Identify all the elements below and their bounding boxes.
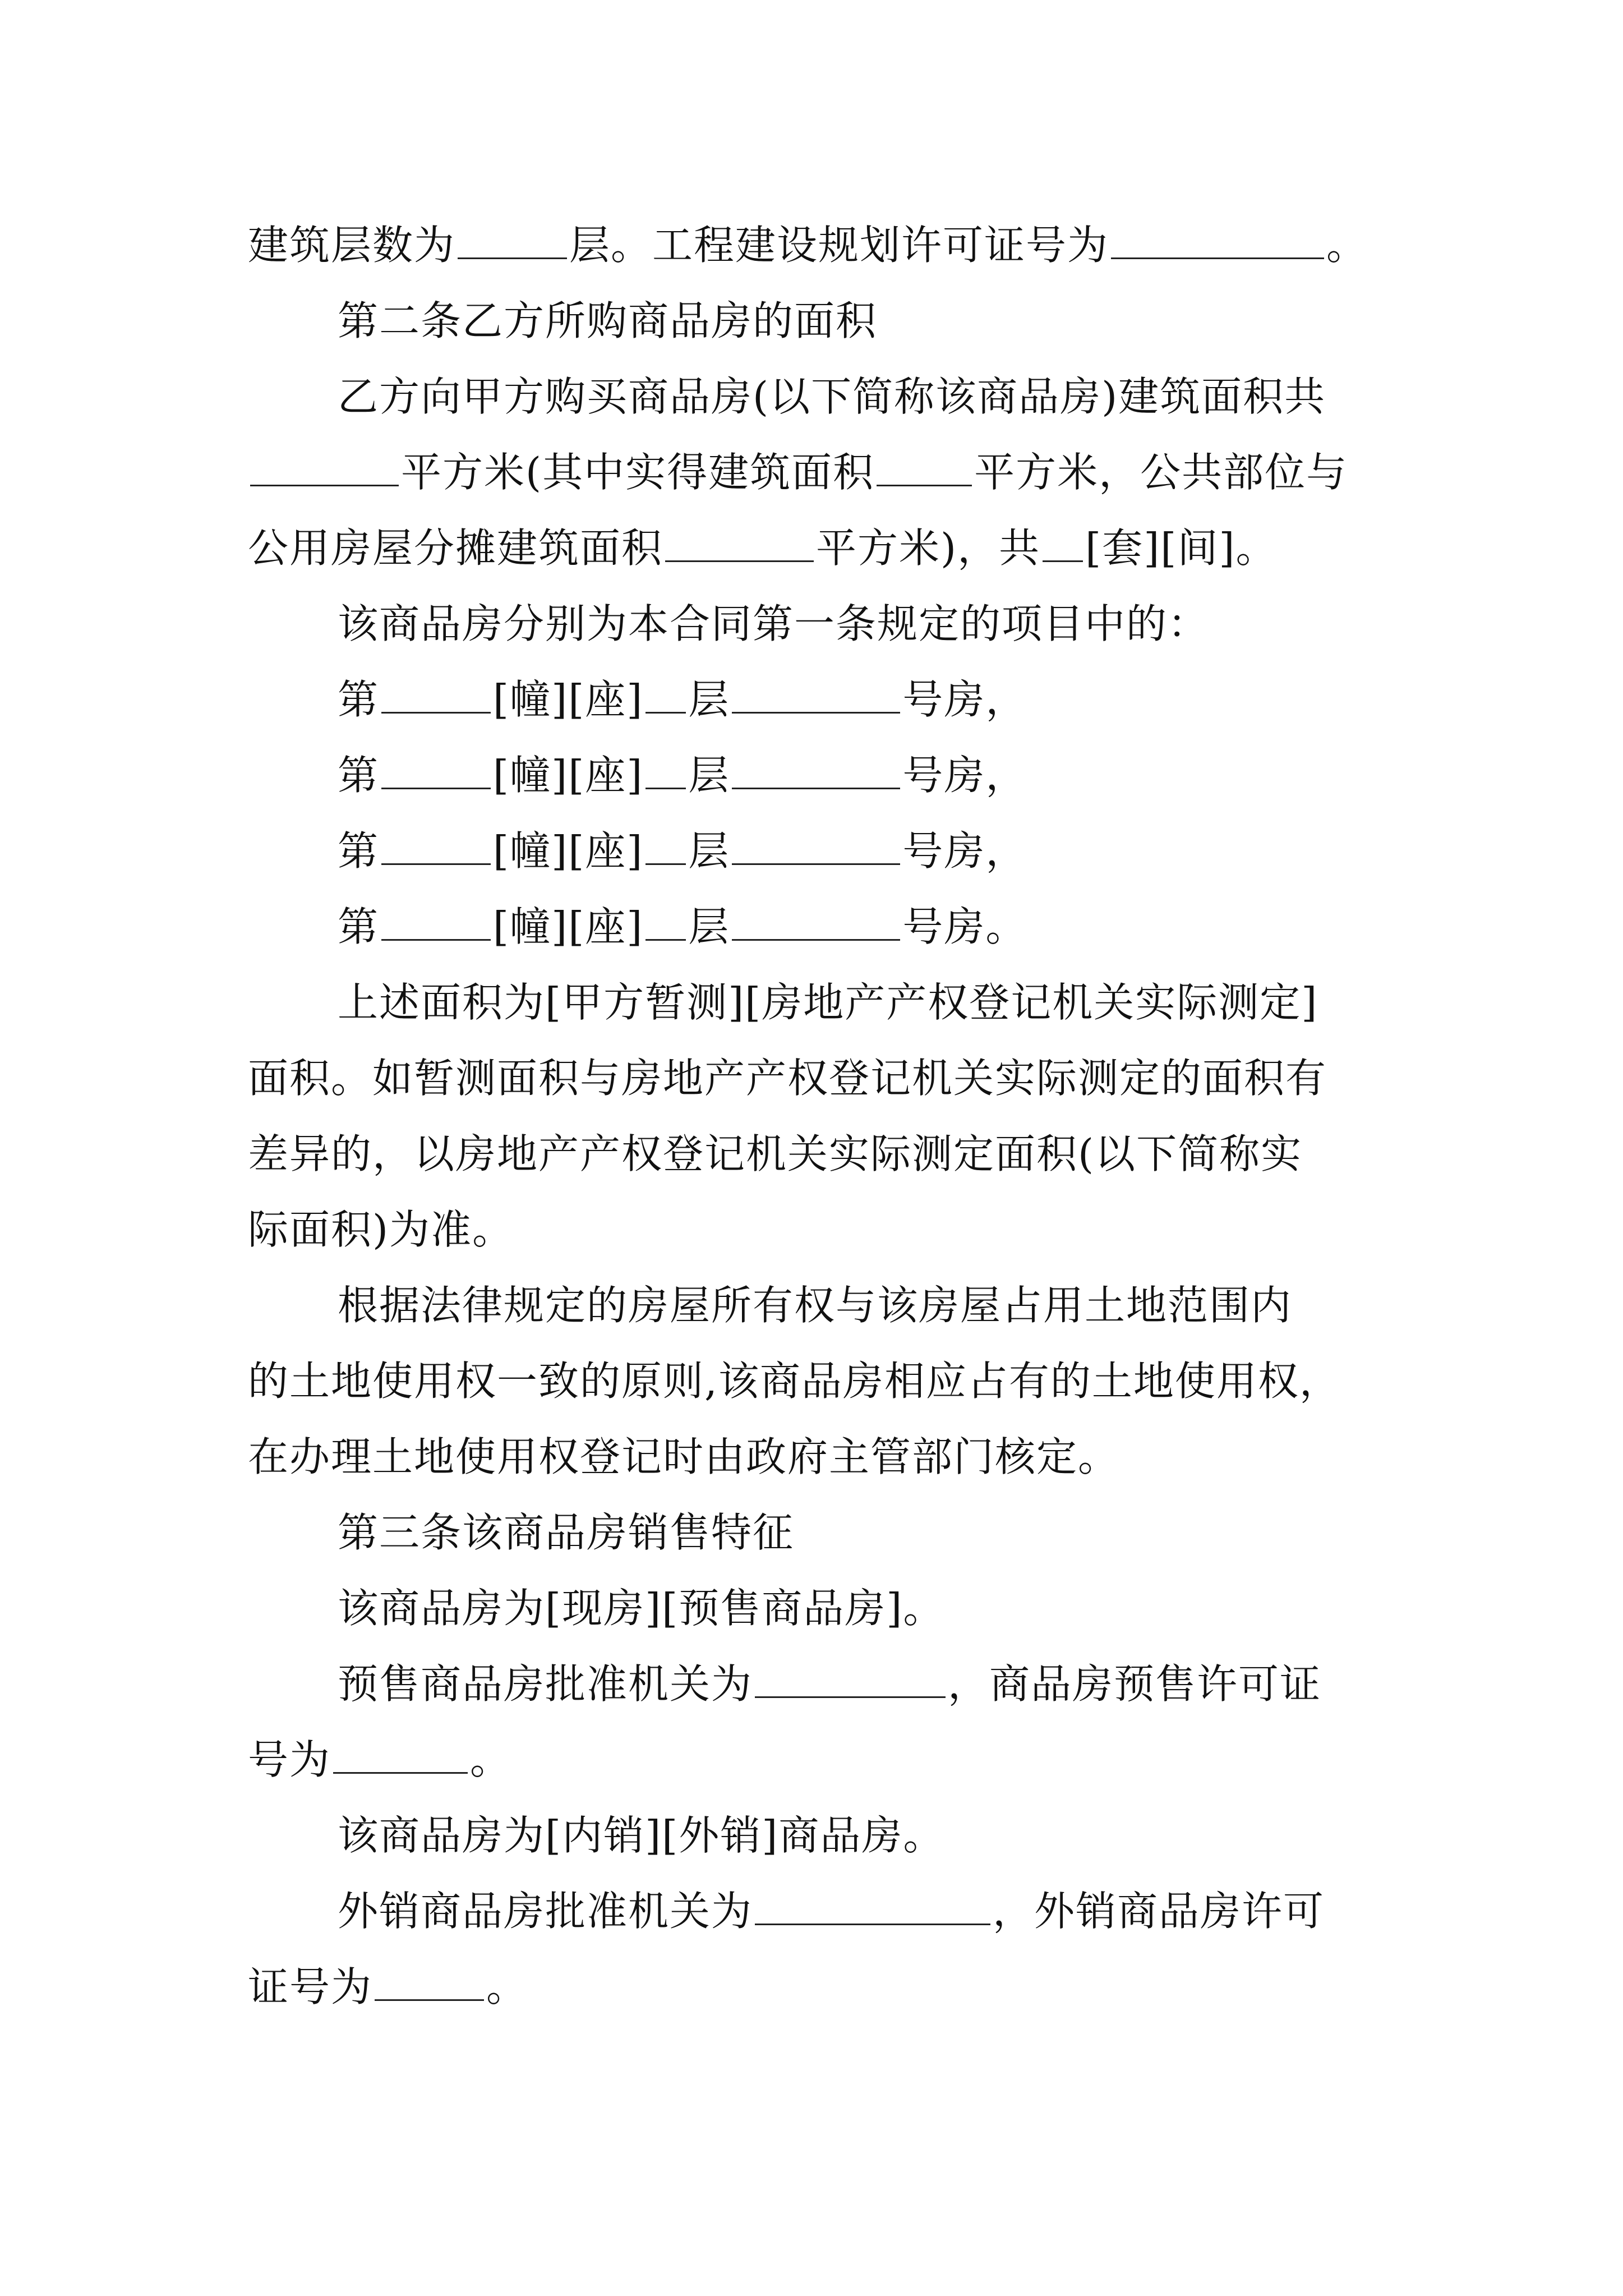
fill-blank: [645, 829, 686, 865]
text-line: [248, 965, 1386, 1041]
text-line: [248, 1798, 1386, 1874]
text: [幢][座]: [493, 903, 644, 950]
fill-blank: [1111, 223, 1324, 259]
text: 层: [688, 903, 730, 950]
text-line: [248, 586, 1386, 662]
text: 。: [470, 1736, 512, 1783]
text: 际面积)为准。: [248, 1206, 514, 1253]
text: [幢][座]: [493, 827, 644, 875]
text-line: [248, 208, 1386, 283]
unit-row: [248, 889, 1386, 965]
text-line: [248, 510, 1386, 586]
text: 。: [486, 1963, 528, 2010]
text: 号为: [248, 1736, 331, 1783]
fill-blank: [732, 677, 900, 714]
fill-blank: [250, 450, 399, 486]
text-line: [248, 1949, 1386, 2025]
text: [套][间]。: [1085, 524, 1278, 572]
text-line: [248, 1041, 1386, 1116]
text-line: [248, 359, 1386, 435]
text: 第: [338, 827, 380, 875]
text: 的土地使用权一致的原则,该商品房相应占有的土地使用权，: [248, 1358, 1341, 1405]
fill-blank: [645, 753, 686, 789]
text: 层: [688, 752, 730, 799]
fill-blank: [381, 829, 491, 865]
text: 证号为: [248, 1963, 373, 2010]
text: 该商品房分别为本合同第一条规定的项目中的：: [338, 600, 1210, 647]
text-line: [248, 1419, 1386, 1495]
text: 平方米(其中实得建筑面积: [401, 449, 875, 496]
text: 平方米，公共部位与: [974, 449, 1348, 496]
fill-blank: [732, 904, 900, 941]
text: 。: [1326, 222, 1368, 269]
text: 第: [338, 752, 380, 799]
text: 面积。如暂测面积与房地产产权登记机关实际测定的面积有: [248, 1055, 1327, 1102]
text: 乙方向甲方购买商品房(以下简称该商品房)建筑面积共: [338, 373, 1326, 420]
article-heading: [248, 283, 1386, 359]
fill-blank: [458, 223, 567, 259]
text: 建筑层数为: [248, 222, 456, 269]
text-line: [248, 1116, 1386, 1192]
fill-blank: [877, 450, 972, 486]
text: 平方米)，共: [816, 524, 1041, 572]
text-line: [248, 1874, 1386, 1949]
text: 第: [338, 903, 380, 950]
text: 号房，: [902, 752, 1027, 799]
text-line: [248, 1268, 1386, 1343]
text: 第三条该商品房销售特征: [338, 1509, 795, 1556]
text: ，商品房预售许可证: [948, 1660, 1322, 1708]
text: 外销商品房批准机关为: [338, 1888, 753, 1935]
document-body: [248, 208, 1386, 2025]
text: 第: [338, 676, 380, 723]
text-line: [248, 1192, 1386, 1268]
text: 号房，: [902, 827, 1027, 875]
text: 在办理土地使用权登记时由政府主管部门核定。: [248, 1433, 1120, 1480]
text-line: [248, 1722, 1386, 1798]
text: ，外销商品房许可: [993, 1888, 1325, 1935]
unit-row: [248, 738, 1386, 813]
text: 该商品房为[内销][外销]商品房。: [338, 1812, 945, 1859]
text: 层: [688, 676, 730, 723]
text: 第二条乙方所购商品房的面积: [338, 297, 878, 344]
fill-blank: [732, 829, 900, 865]
text: 公用房屋分摊建筑面积: [248, 524, 663, 572]
text: 差异的，以房地产产权登记机关实际测定面积(以下简称实: [248, 1130, 1303, 1177]
text-line: [248, 1343, 1386, 1419]
fill-blank: [381, 904, 491, 941]
text: 根据法律规定的房屋所有权与该房屋占用土地范围内: [338, 1282, 1293, 1329]
text: 层。工程建设规划许可证号为: [569, 222, 1109, 269]
fill-blank: [381, 677, 491, 714]
unit-row: [248, 662, 1386, 738]
text: 层: [688, 827, 730, 875]
fill-blank: [665, 526, 814, 562]
text: 该商品房为[现房][预售商品房]。: [338, 1585, 945, 1632]
text: 号房。: [902, 903, 1027, 950]
fill-blank: [1043, 526, 1083, 562]
text-line: [248, 1646, 1386, 1722]
text: [幢][座]: [493, 752, 644, 799]
fill-blank: [755, 1889, 990, 1925]
text: 预售商品房批准机关为: [338, 1660, 753, 1708]
text: [幢][座]: [493, 676, 644, 723]
article-heading: [248, 1495, 1386, 1571]
fill-blank: [333, 1737, 468, 1774]
text-line: [248, 1571, 1386, 1646]
unit-row: [248, 813, 1386, 889]
fill-blank: [375, 1964, 484, 2001]
text: 上述面积为[甲方暂测][房地产产权登记机关实际测定]: [338, 979, 1318, 1026]
fill-blank: [645, 677, 686, 714]
fill-blank: [645, 904, 686, 941]
fill-blank: [732, 753, 900, 789]
fill-blank: [381, 753, 491, 789]
text-line: [248, 435, 1386, 510]
text: 号房，: [902, 676, 1027, 723]
fill-blank: [755, 1662, 946, 1698]
